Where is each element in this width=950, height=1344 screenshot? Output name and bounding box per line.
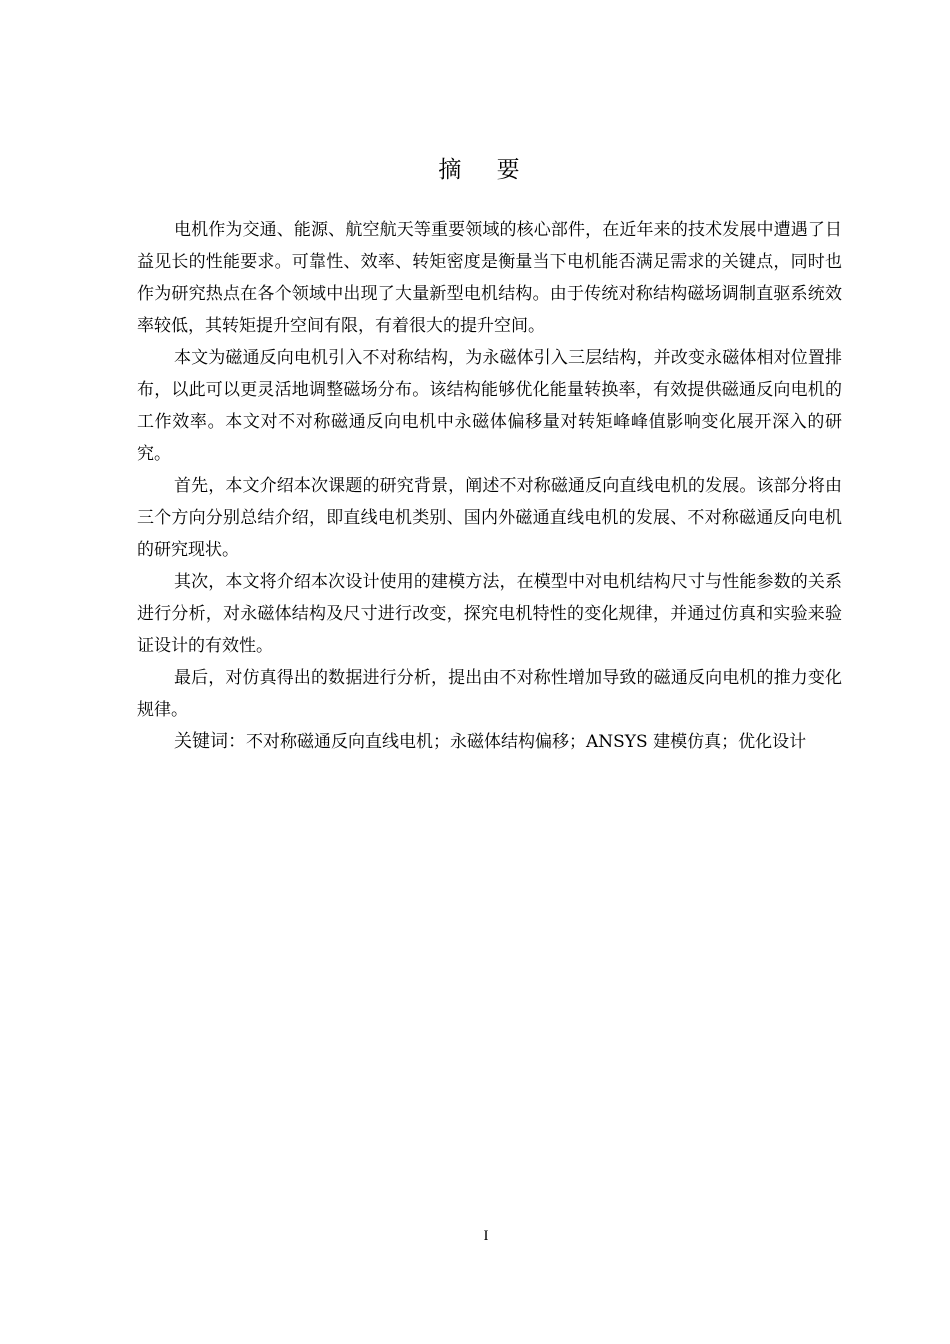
abstract-body	[137, 214, 842, 758]
abstract-paragraph-2: 本文为磁通反向电机引入不对称结构，为永磁体引入三层结构，并改变永磁体相对位置排布，以此可以更灵活地调整磁场分布。该结构能够优化能量转换率，有效提供磁通反向电机的工作效率。本文对不对称磁通反向电机中永磁体偏移量对转矩峰峰值影响变化展开深入的研究。	[137, 348, 842, 464]
abstract-paragraph-1: 电机作为交通、能源、航空航天等重要领域的核心部件，在近年来的技术发展中遭遇了日益见长的性能要求。可靠性、效率、转矩密度是衡量当下电机能否满足需求的关键点，同时也作为研究热点在各个领域中出现了大量新型电机结构。由于传统对称结构磁场调制直驱系统效率较低，其转矩提升空间有限，有着很大的提升空间。	[137, 220, 842, 336]
abstract-paragraph-4: 其次，本文将介绍本次设计使用的建模方法，在模型中对电机结构尺寸与性能参数的关系进行分析，对永磁体结构及尺寸进行改变，探究电机特性的变化规律，并通过仿真和实验来验证设计的有效性。	[137, 572, 842, 656]
abstract-paragraph-3: 首先，本文介绍本次课题的研究背景，阐述不对称磁通反向直线电机的发展。该部分将由三个方向分别总结介绍，即直线电机类别、国内外磁通直线电机的发展、不对称磁通反向电机的研究现状。	[137, 476, 842, 560]
abstract-title: 摘 要	[438, 157, 534, 183]
abstract-paragraph-5: 最后，对仿真得出的数据进行分析，提出由不对称性增加导致的磁通反向电机的推力变化规律。	[137, 668, 842, 720]
keywords-label: 关键词：	[174, 731, 246, 752]
keywords-line	[137, 726, 842, 758]
page-number: I	[483, 1228, 489, 1244]
keywords-text: 不对称磁通反向直线电机；永磁体结构偏移；ANSYS 建模仿真；优化设计	[246, 732, 807, 752]
